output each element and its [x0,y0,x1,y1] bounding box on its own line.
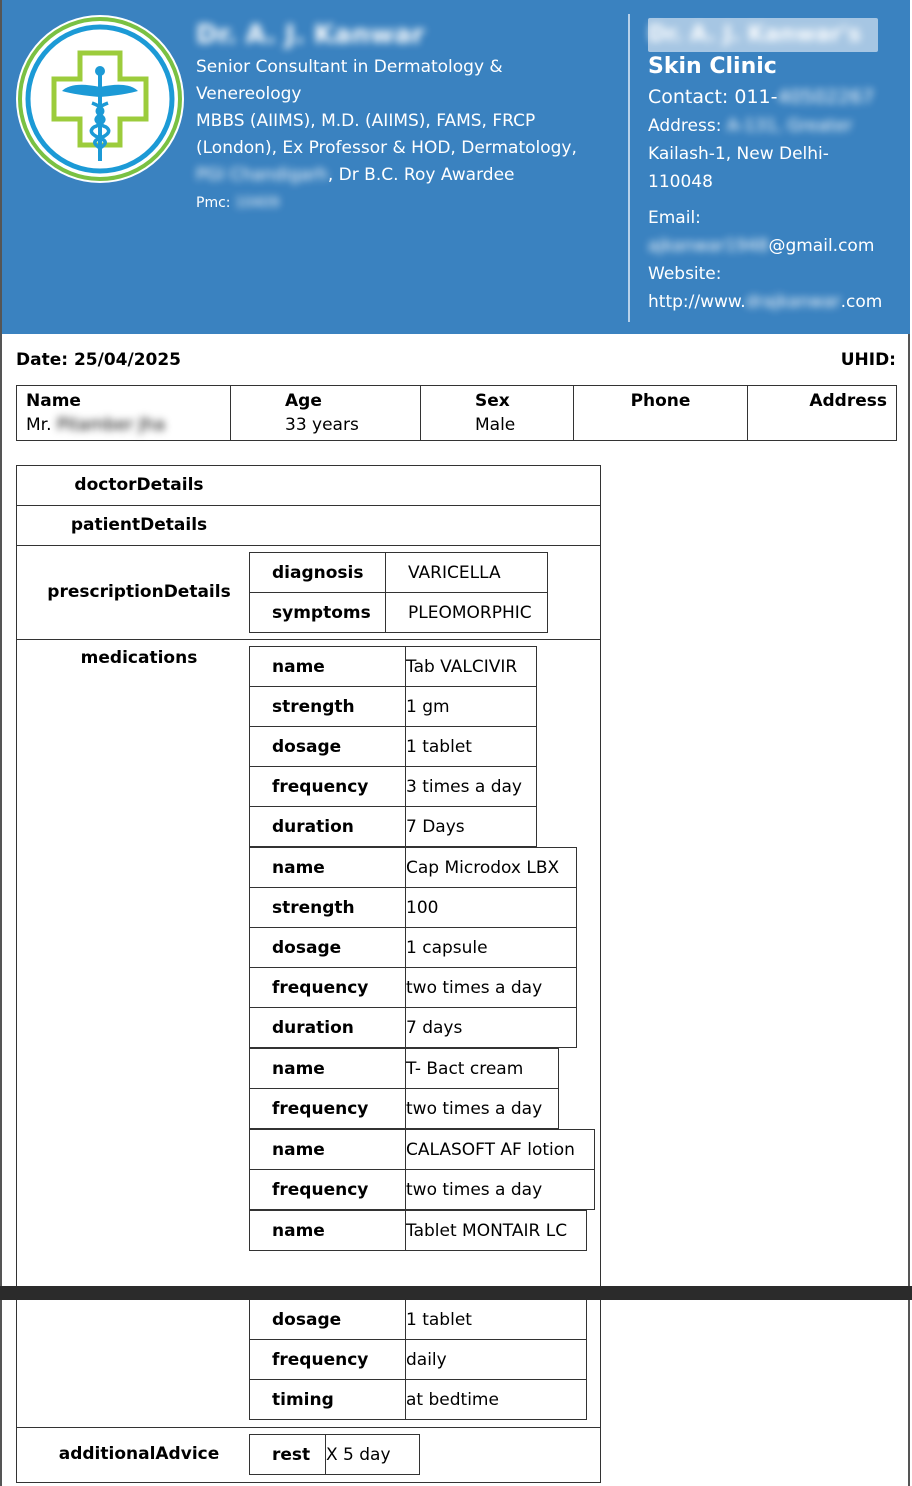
section-label: doctorDetails [74,475,204,495]
patient-table [16,385,897,441]
medication-field-row [250,1340,587,1380]
medication-field-key: name [250,647,406,687]
clinic-owner: Dr. A. J. Kanwar's [648,18,878,52]
caduceus-icon [16,15,184,183]
qualification-line: Venereology [196,84,302,104]
clinic-name: Skin Clinic [648,54,777,79]
medication-field-value: two times a day [406,1170,595,1210]
award-line [196,162,616,189]
medication-field-row [250,928,577,968]
medication-field-value: 1 capsule [406,928,577,968]
medication-field-value: T- Bact cream [406,1049,559,1089]
medication-field-row [250,968,577,1008]
diagnosis-table [249,552,548,633]
medication-field-row [250,1089,559,1129]
medication-field-row [250,1380,587,1420]
medication-field-key: strength [250,687,406,727]
medication-field-key: frequency [250,968,406,1008]
visit-info [16,350,896,370]
medication-field-key: name [250,848,406,888]
patient-phone-cell: Phone [574,386,748,441]
medication-field-key: name [250,1211,406,1251]
patient-row [17,386,897,441]
medication-field-value: 1 tablet [406,1300,587,1340]
award-text: , Dr B.C. Roy Awardee [327,165,515,185]
header-divider [628,14,630,322]
medication-field-row [250,1008,577,1048]
pmc-number: 10409 [234,195,280,211]
medication-field-value: 1 tablet [406,727,537,767]
medication-field-key: frequency [250,1089,406,1129]
contact-number: 40502267 [777,86,875,108]
medication-field-key: duration [250,807,406,847]
medication-field-row [250,1049,559,1089]
advice-table [249,1434,420,1475]
clinic-contact: Contact: 011-40502267 [648,82,908,112]
medication-field-value: 7 Days [406,807,537,847]
visit-date: Date: 25/04/2025 [16,350,182,370]
kv-row: rest X 5 day [250,1435,420,1475]
patient-name-cell: Name Mr. Pitamber Jha [17,386,231,441]
medication-field-value: 7 days [406,1008,577,1048]
medication-field-key: name [250,1130,406,1170]
medication-field-value: two times a day [406,1089,559,1129]
medication-field-key: frequency [250,1170,406,1210]
medication-table [249,1299,587,1420]
medication-field-value: Cap Microdox LBX [406,848,577,888]
medication-field-key: dosage [250,727,406,767]
medication-field-value: 1 gm [406,687,537,727]
qualification-line: MBBS (AIIMS), M.D. (AIIMS), FAMS, FRCP [196,111,536,131]
patient-age: 33 years [285,415,359,435]
medication-table [249,646,537,847]
medication-field-value: at bedtime [406,1380,587,1420]
medication-table [249,1210,587,1251]
medication-field-value: 3 times a day [406,767,537,807]
medication-table [249,1048,559,1129]
doctor-info [196,18,616,217]
medical-cross-logo [16,15,184,183]
medication-field-key: frequency [250,1340,406,1380]
clinic-address-line: Kailash-1, New Delhi- [648,144,829,164]
clinic-email[interactable]: ajkanwar1948@gmail.com [648,236,875,256]
clinic-website[interactable]: http://www.drajkanwar.com [648,292,883,312]
medication-field-row [250,727,537,767]
qualification-line: (London), Ex Professor & HOD, Dermatology, [196,138,577,158]
section-label: medications [80,648,198,668]
medication-field-row [250,1170,595,1210]
advice-value: X 5 day [326,1435,420,1475]
medication-field-row [250,1211,587,1251]
pmc-registration: Pmc: 10409 [196,189,616,217]
award-institution: PGI Chandigarh [196,165,328,185]
medication-field-value: 100 [406,888,577,928]
clinic-address: Address: A-131, Greater [648,116,853,136]
qualification-line: Senior Consultant in Dermatology & [196,57,503,77]
section-label: patientDetails [70,515,208,535]
medication-field-value: Tab VALCIVIR [406,647,537,687]
prescription-details-row [17,546,600,640]
patient-sex: Male [475,415,516,435]
medication-field-key: strength [250,888,406,928]
clinic-info [648,18,908,316]
section-label: additionalAdvice [58,1444,220,1464]
doctor-name: Dr. A. J. Kanwar [196,20,425,50]
patient-age-cell: Age 33 years [231,386,421,441]
patient-name: Pitamber Jha [56,415,165,435]
medication-field-row [250,1130,595,1170]
medication-field-row [250,807,537,847]
page-break-bar [0,1286,912,1300]
medication-field-key: dosage [250,1300,406,1340]
uhid-label: UHID: [840,350,896,370]
medication-field-row [250,647,537,687]
medication-field-key: dosage [250,928,406,968]
email-label: Email: [648,208,701,228]
medication-field-row [250,848,577,888]
patient-sex-cell: Sex Male [421,386,574,441]
medication-field-value: two times a day [406,968,577,1008]
patient-address-cell: Address [748,386,897,441]
symptoms-value: PLEOMORPHIC [386,593,548,633]
clinic-address-line: 110048 [648,172,713,192]
medication-field-value: CALASOFT AF lotion [406,1130,595,1170]
doctor-details-row [17,466,600,506]
medication-field-row [250,767,537,807]
patient-details-row [17,506,600,546]
medication-field-row [250,687,537,727]
medication-field-value: Tablet MONTAIR LC [406,1211,587,1251]
letterhead [2,0,910,334]
medication-field-value: daily [406,1340,587,1380]
section-label: prescriptionDetails [47,582,231,602]
medication-table [249,1129,595,1210]
kv-row: diagnosis VARICELLA [250,553,548,593]
medications-row [17,640,600,1428]
medication-field-row [250,888,577,928]
medication-field-key: name [250,1049,406,1089]
medication-field-key: timing [250,1380,406,1420]
medication-field-key: duration [250,1008,406,1048]
medication-field-row [250,1300,587,1340]
diagnosis-value: VARICELLA [386,553,548,593]
kv-row: symptoms PLEOMORPHIC [250,593,548,633]
additional-advice-row [17,1428,600,1482]
medication-field-key: frequency [250,767,406,807]
medication-table [249,847,577,1048]
prescription-json-table [16,465,601,1483]
website-label: Website: [648,264,722,284]
